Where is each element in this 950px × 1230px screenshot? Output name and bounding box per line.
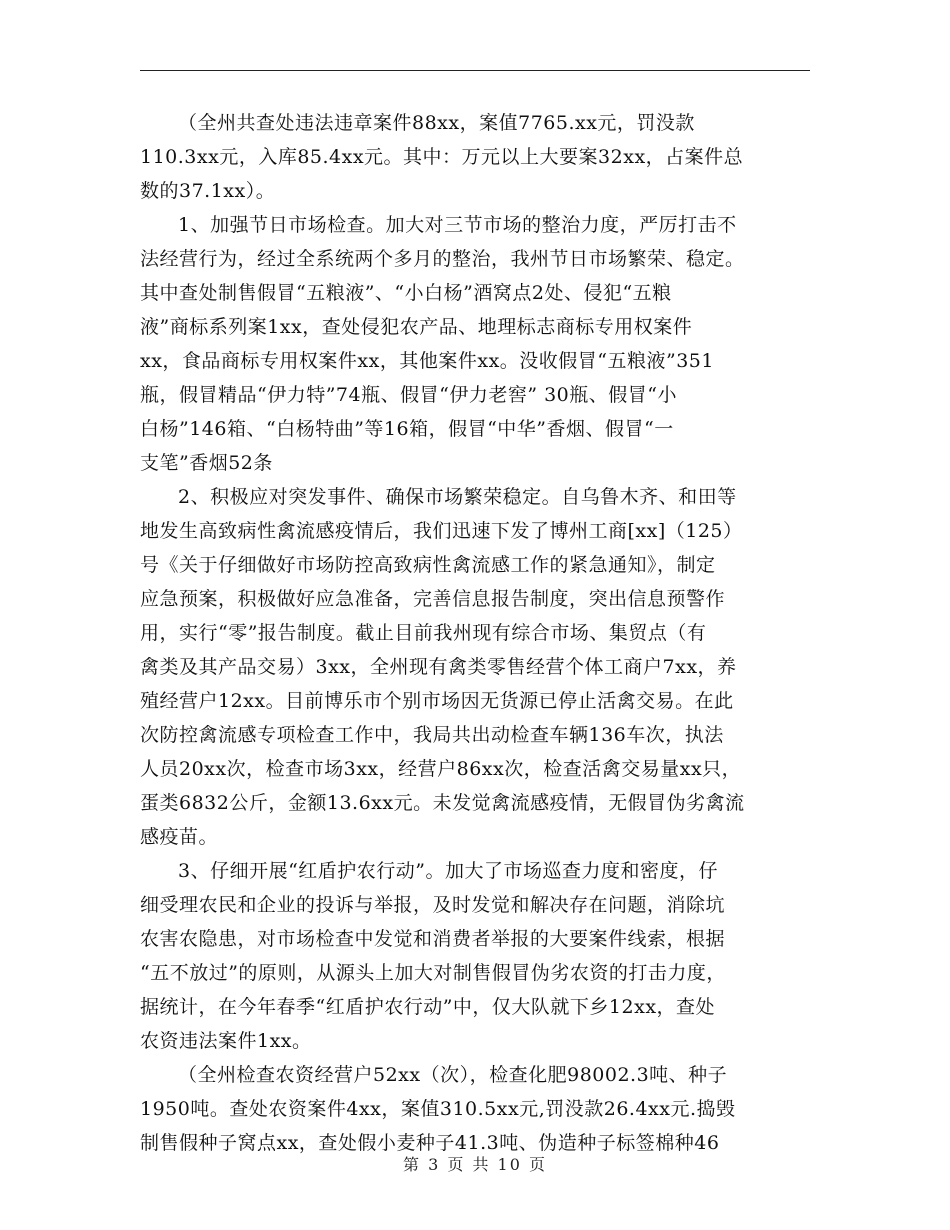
text-line: “五不放过”的原则，从源头上加大对制售假冒伪劣农资的打击力度，: [140, 962, 726, 984]
header-rule: [140, 70, 810, 71]
paragraph-item-3: [140, 854, 810, 1058]
text-line: 数的37.1xx）。: [140, 180, 276, 202]
text-line: 应急预案，积极做好应急准备，完善信息报告制度，突出信息预警作: [140, 588, 726, 610]
document-body: [140, 106, 810, 1160]
page-number-footer: 第 3 页 共 10 页: [403, 1155, 547, 1174]
paragraph-summary-2: [140, 1058, 810, 1160]
text-line: 1、加强节日市场检查。加大对三节市场的整治力度，严厉打击不: [178, 214, 737, 236]
text-line: （全州共查处违法违章案件88xx，案值7765.xx元，罚没款: [178, 112, 695, 134]
text-line: 地发生高致病性禽流感疫情后，我们迅速下发了博州工商[xx]（125）: [140, 520, 743, 542]
text-line: 蛋类6832公斤，金额13.6xx元。未发觉禽流感疫情，无假冒伪劣禽流: [140, 792, 745, 814]
text-line: 人员20xx次，检查市场3xx，经营户86xx次，检查活禽交易量xx只，: [140, 758, 742, 780]
paragraph-item-2: [140, 480, 810, 854]
text-line: （全州检查农资经营户52xx（次），检查化肥98002.3吨、种子: [178, 1064, 728, 1086]
text-line: 瓶，假冒精品“伊力特”74瓶、假冒“伊力老窖” 30瓶、假冒“小: [140, 384, 677, 406]
text-line: 1950吨。查处农资案件4xx，案值310.5xx元,罚没款26.4xx元.捣毁: [140, 1098, 736, 1120]
text-line: 据统计，在今年春季“红盾护农行动”中，仅大队就下乡12xx，查处: [140, 996, 716, 1018]
text-line: 农资违法案件1xx。: [140, 1030, 312, 1052]
text-line: 农害农隐患，对市场检查中发觉和消费者举报的大要案件线索，根据: [140, 928, 726, 950]
text-line: 感疫苗。: [140, 826, 219, 848]
text-line: 殖经营户12xx。目前博乐市个别市场因无货源已停止活禽交易。在此: [140, 690, 734, 712]
text-line: 液”商标系列案1xx，查处侵犯农产品、地理标志商标专用权案件: [140, 316, 693, 338]
text-line: 法经营行为，经过全系统两个多月的整治，我州节日市场繁荣、稳定。: [140, 248, 745, 270]
text-line: 禽类及其产品交易）3xx，全州现有禽类零售经营个体工商户7xx，养: [140, 656, 737, 678]
text-line: 3、仔细开展“红盾护农行动”。加大了市场巡查力度和密度，仔: [178, 860, 719, 882]
text-line: 次防控禽流感专项检查工作中，我局共出动检查车辆136车次，执法: [140, 724, 724, 746]
text-line: 其中查处制售假冒“五粮液”、“小白杨”酒窝点2处、侵犯“五粮: [140, 282, 672, 304]
text-line: 细受理农民和企业的投诉与举报，及时发觉和解决存在问题，消除坑: [140, 894, 726, 916]
text-line: 制售假种子窝点xx，查处假小麦种子41.3吨、伪造种子标签棉种46: [140, 1132, 720, 1154]
text-line: 110.3xx元，入库85.4xx元。其中：万元以上大要案32xx，占案件总: [140, 146, 744, 168]
text-line: 号《关于仔细做好市场防控高致病性禽流感工作的紧急通知》，制定: [140, 554, 716, 576]
text-line: 用，实行“零”报告制度。截止目前我州现有综合市场、集贸点（有: [140, 622, 707, 644]
paragraph-summary-1: [140, 106, 810, 208]
text-line: 白杨”146箱、“白杨特曲”等16箱，假冒“中华”香烟、假冒“一: [140, 418, 674, 440]
text-line: xx，食品商标专用权案件xx，其他案件xx。没收假冒“五粮液”351: [140, 350, 714, 372]
text-line: 支笔”香烟52条: [140, 452, 273, 474]
text-line: 2、积极应对突发事件、确保市场繁荣稳定。自乌鲁木齐、和田等: [178, 486, 737, 508]
paragraph-item-1: [140, 208, 810, 480]
